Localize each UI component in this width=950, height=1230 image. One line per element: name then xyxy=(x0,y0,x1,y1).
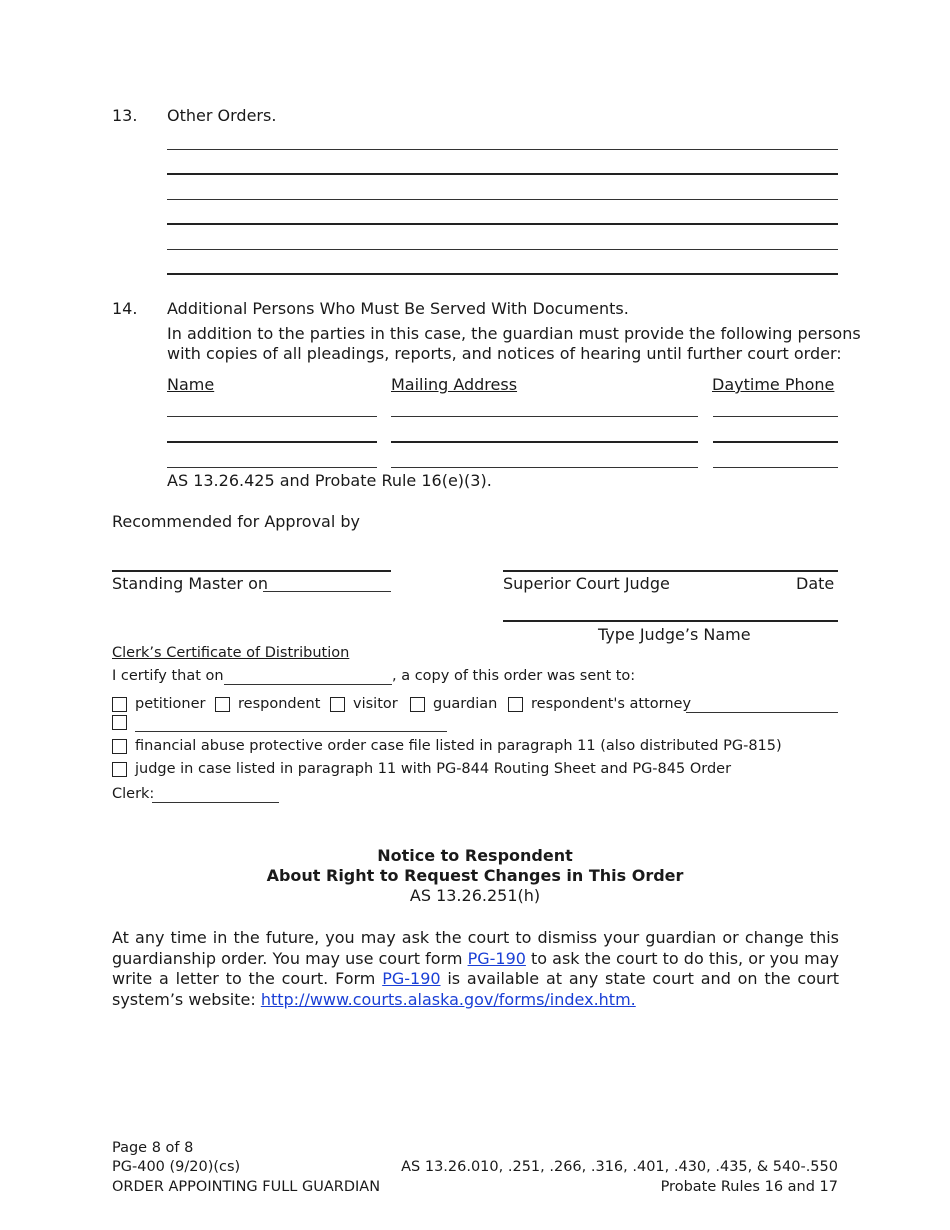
attorney-name-line[interactable] xyxy=(686,712,838,713)
address-line-2[interactable] xyxy=(391,441,698,443)
judge-signature-line[interactable] xyxy=(503,570,838,572)
pg-190-link-2[interactable]: PG-190 xyxy=(382,969,441,988)
other-orders-line-5[interactable] xyxy=(167,249,838,250)
certify-date-line[interactable] xyxy=(224,684,392,685)
notice-text-1: At any time in the future, you may ask the court to dismiss your guardian or change this guardianship order. You may use court form xyxy=(112,928,839,968)
respondent-checkbox[interactable] xyxy=(215,697,230,712)
respondents-attorney-label: respondent's attorney xyxy=(531,696,692,712)
address-line-1[interactable] xyxy=(391,416,698,417)
section-14-title: Additional Persons Who Must Be Served With Documents. xyxy=(167,299,629,318)
standing-master-signature-line[interactable] xyxy=(112,570,391,572)
recommended-for-approval: Recommended for Approval by xyxy=(112,512,361,531)
clerk-label: Clerk: xyxy=(112,786,155,802)
phone-line-3[interactable] xyxy=(713,467,838,468)
judge-case-checkbox[interactable] xyxy=(112,762,127,777)
section-14-intro-line-2: with copies of all pleadings, reports, and notices of hearing until further court order: xyxy=(167,344,842,363)
superior-court-judge-label: Superior Court Judge xyxy=(503,574,670,593)
section-14-intro-line-1: In addition to the parties in this case, the guardian must provide the following persons xyxy=(167,324,861,343)
footer-form-title: ORDER APPOINTING FULL GUARDIAN xyxy=(112,1179,381,1195)
clerk-signature-line[interactable] xyxy=(152,802,279,803)
notice-text-2: to ask the court to do this, or you may write a letter to the court. Form xyxy=(112,948,840,988)
respondents-attorney-checkbox[interactable] xyxy=(508,697,523,712)
footer-statutes: AS 13.26.010, .251, .266, .316, .401, .430, .435, & 540-.550 xyxy=(401,1159,838,1175)
other-recipient-line[interactable] xyxy=(135,731,447,732)
other-orders-line-3[interactable] xyxy=(167,199,838,200)
footer-form-id: PG-400 (9/20)(cs) xyxy=(112,1159,241,1175)
name-line-2[interactable] xyxy=(167,441,377,443)
certify-prefix: I certify that on xyxy=(112,668,224,684)
section-14-citation: AS 13.26.425 and Probate Rule 16(e)(3). xyxy=(167,471,492,490)
certify-suffix: , a copy of this order was sent to: xyxy=(392,668,636,684)
respondent-label: respondent xyxy=(238,696,321,712)
type-judge-name-label: Type Judge’s Name xyxy=(598,625,751,644)
column-header-daytime-phone: Daytime Phone xyxy=(712,375,835,394)
other-recipient-checkbox[interactable] xyxy=(112,715,127,730)
court-forms-website-link[interactable]: http://www.courts.alaska.gov/forms/index.htm. xyxy=(260,989,636,1009)
other-orders-line-1[interactable] xyxy=(167,149,838,150)
financial-abuse-label: financial abuse protective order case file listed in paragraph 11 (also distributed PG-815) xyxy=(135,738,782,754)
visitor-checkbox[interactable] xyxy=(330,697,345,712)
section-14-number: 14. xyxy=(112,299,138,318)
notice-statute: AS 13.26.251(h) xyxy=(409,886,541,905)
notice-text-3: is available at any state court and on the court system’s website: xyxy=(112,969,840,1009)
other-orders-line-6[interactable] xyxy=(167,273,838,275)
address-line-3[interactable] xyxy=(391,467,698,468)
pg-190-link-1[interactable]: PG-190 xyxy=(467,948,526,968)
date-label: Date xyxy=(796,574,835,593)
section-13-title: Other Orders. xyxy=(167,106,277,125)
column-header-name: Name xyxy=(167,375,215,394)
petitioner-label: petitioner xyxy=(135,696,206,712)
standing-master-label: Standing Master on xyxy=(112,574,269,593)
footer-page-number: Page 8 of 8 xyxy=(112,1140,194,1156)
petitioner-checkbox[interactable] xyxy=(112,697,127,712)
section-13-number: 13. xyxy=(112,106,138,125)
notice-title: Notice to Respondent xyxy=(377,846,573,865)
other-orders-line-2[interactable] xyxy=(167,173,838,175)
other-orders-line-4[interactable] xyxy=(167,223,838,225)
visitor-label: visitor xyxy=(353,696,398,712)
name-line-3[interactable] xyxy=(167,467,377,468)
judge-case-label: judge in case listed in paragraph 11 with PG-844 Routing Sheet and PG-845 Order xyxy=(135,761,732,777)
phone-line-1[interactable] xyxy=(713,416,838,417)
phone-line-2[interactable] xyxy=(713,441,838,443)
clerk-certificate-heading: Clerk’s Certificate of Distribution xyxy=(112,645,350,661)
notice-paragraph xyxy=(112,928,839,1010)
judge-name-line[interactable] xyxy=(503,620,838,622)
financial-abuse-checkbox[interactable] xyxy=(112,739,127,754)
column-header-mailing-address: Mailing Address xyxy=(391,375,518,394)
footer-probate-rules: Probate Rules 16 and 17 xyxy=(660,1179,838,1195)
standing-master-date-line[interactable] xyxy=(263,591,391,592)
notice-subtitle: About Right to Request Changes in This Order xyxy=(266,866,684,885)
guardian-checkbox[interactable] xyxy=(410,697,425,712)
name-line-1[interactable] xyxy=(167,416,377,417)
guardian-label: guardian xyxy=(433,696,498,712)
